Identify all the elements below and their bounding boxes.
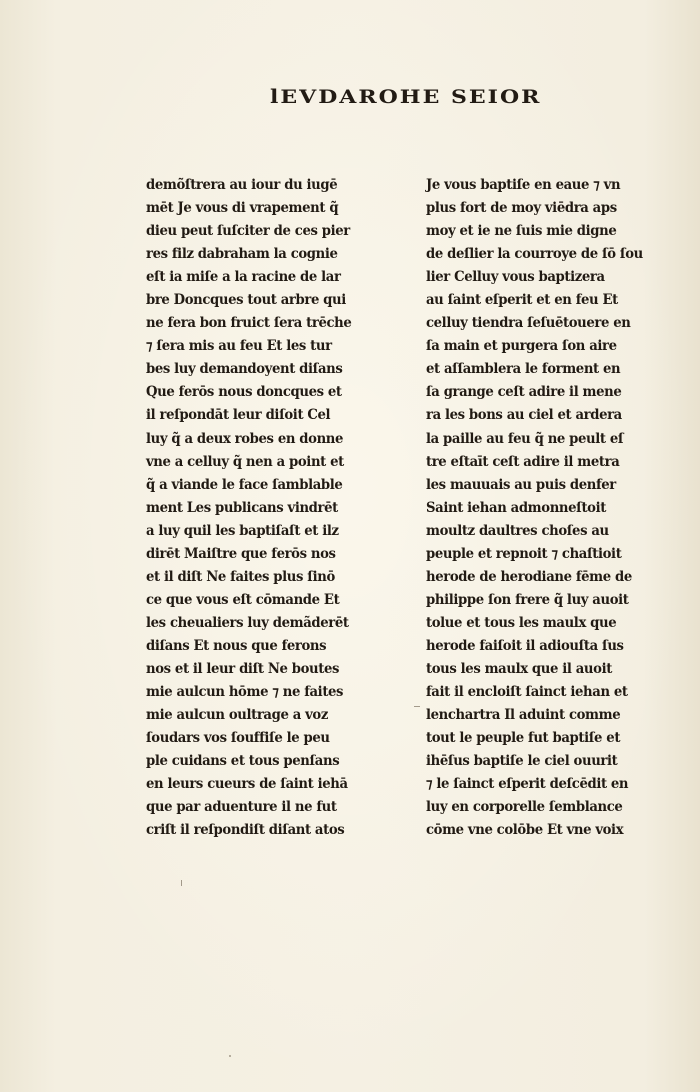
text-line: eſt ia miſe a la racine de lar xyxy=(146,269,341,286)
text-line: il reſpondāt leur diſoit Cel xyxy=(146,407,331,424)
text-line: Que ferōs nous doncques et xyxy=(146,384,342,401)
text-line: fait il encloiſt ſainct iehan et xyxy=(426,684,628,701)
text-line: herode de herodiane fēme de xyxy=(426,568,632,585)
text-line: luy en corporelle ſemblance xyxy=(426,799,623,816)
text-line: moy et ie ne ſuis mie digne xyxy=(426,223,617,240)
text-line: ihēſus baptiſe le ciel ouurit xyxy=(426,753,618,770)
text-line: mie aulcun oultrage a voz xyxy=(146,707,328,724)
text-line: tous les maulx que il auoit xyxy=(426,660,612,677)
text-line: philippe ſon frere q̃ luy auoit xyxy=(426,591,629,608)
text-line: nos et il leur diſt Ne boutes xyxy=(146,660,340,677)
margin-mark xyxy=(414,706,420,707)
text-line: vne a celluy q̃ nen a point et xyxy=(146,453,344,470)
text-line: demõſtrera au iour du iugē xyxy=(146,177,338,193)
text-line: plus fort de moy viēdra aps xyxy=(426,200,617,217)
text-line: en leurs cueurs de ſaint iehā xyxy=(146,776,348,793)
text-line: moultz daultres choſes au xyxy=(426,522,609,539)
text-line: ⁊ ſera mis au feu Et les tur xyxy=(146,338,332,355)
text-line: Je vous baptiſe en eaue ⁊ vn xyxy=(426,177,621,193)
text-line: tre eſtaīt ceſt adire il metra xyxy=(426,453,620,470)
text-line: ſa grange ceſt adire il mene xyxy=(426,384,622,401)
text-line: lenchartra Il aduint comme xyxy=(426,707,621,724)
text-line: bes luy demandoyent diſans xyxy=(146,361,343,378)
text-line: q̃ a viande le face ſamblable xyxy=(146,476,343,493)
text-line: bre Doncques tout arbre qui xyxy=(146,292,346,309)
running-header: lEVDAROHE SEIOR xyxy=(270,86,542,109)
text-line: les mauuais au puis denfer xyxy=(426,476,616,493)
text-line: cōme vne colōbe Et vne voix xyxy=(426,822,624,839)
text-line: de deſlier la courroye de ſō ſou xyxy=(426,246,643,263)
text-line: lier Celluy vous baptizera xyxy=(426,269,605,286)
text-line: ment Les publicans vindrēt xyxy=(146,499,338,516)
text-line: ⁊ le ſainct eſperit deſcēdit en xyxy=(426,776,629,793)
text-line: mēt Je vous di vrapement q̃ xyxy=(146,200,339,217)
text-line: ce que vous eſt cōmande Et xyxy=(146,591,340,608)
text-line: la paille au feu q̃ ne peult eſ xyxy=(426,430,624,447)
text-line: herode faiſoit il adiouſta ſus xyxy=(426,637,624,654)
text-line: et aſſamblera le forment en xyxy=(426,361,621,378)
text-line: ra les bons au ciel et ardera xyxy=(426,407,622,424)
text-line: ple cuidans et tous penſans xyxy=(146,753,340,770)
text-line: et il diſt Ne faites plus ſinō xyxy=(146,568,335,585)
text-line: Saint iehan admonneſtoit xyxy=(426,499,606,516)
text-line: peuple et repnoit ⁊ chaſtioit xyxy=(426,545,622,562)
right-text-column xyxy=(426,174,676,842)
text-line: a luy quil les baptiſaſt et ilz xyxy=(146,522,339,539)
text-line: les cheualiers luy demãderēt xyxy=(146,614,349,631)
text-line: tolue et tous les maulx que xyxy=(426,614,617,631)
text-line: criſt il reſpondiſt diſant atos xyxy=(146,822,345,839)
paper-speck xyxy=(181,880,182,886)
text-line: diſans Et nous que ferons xyxy=(146,637,327,654)
text-line: celluy tiendra ſeſuētouere en xyxy=(426,315,631,332)
text-line: res filz dabraham la cognie xyxy=(146,246,338,263)
text-line: ne fera bon fruict ſera trēche xyxy=(146,315,352,332)
text-line: mie aulcun hōme ⁊ ne faites xyxy=(146,684,344,701)
left-text-column xyxy=(146,174,396,842)
text-line: luy q̃ a deux robes en donne xyxy=(146,430,344,447)
text-line: dirēt Maiſtre que ferōs nos xyxy=(146,545,336,562)
text-line: tout le peuple fut baptiſe et xyxy=(426,730,621,747)
text-line: dieu peut ſuſciter de ces pier xyxy=(146,223,350,240)
text-line: que par aduenture il ne fut xyxy=(146,799,337,816)
text-line: ſoudars vos ſouffiſe le peu xyxy=(146,730,330,747)
text-line: au ſaint eſperit et en feu Et xyxy=(426,292,618,309)
paper-speck xyxy=(229,1055,231,1057)
text-line: ſa main et purgera ſon aire xyxy=(426,338,617,355)
